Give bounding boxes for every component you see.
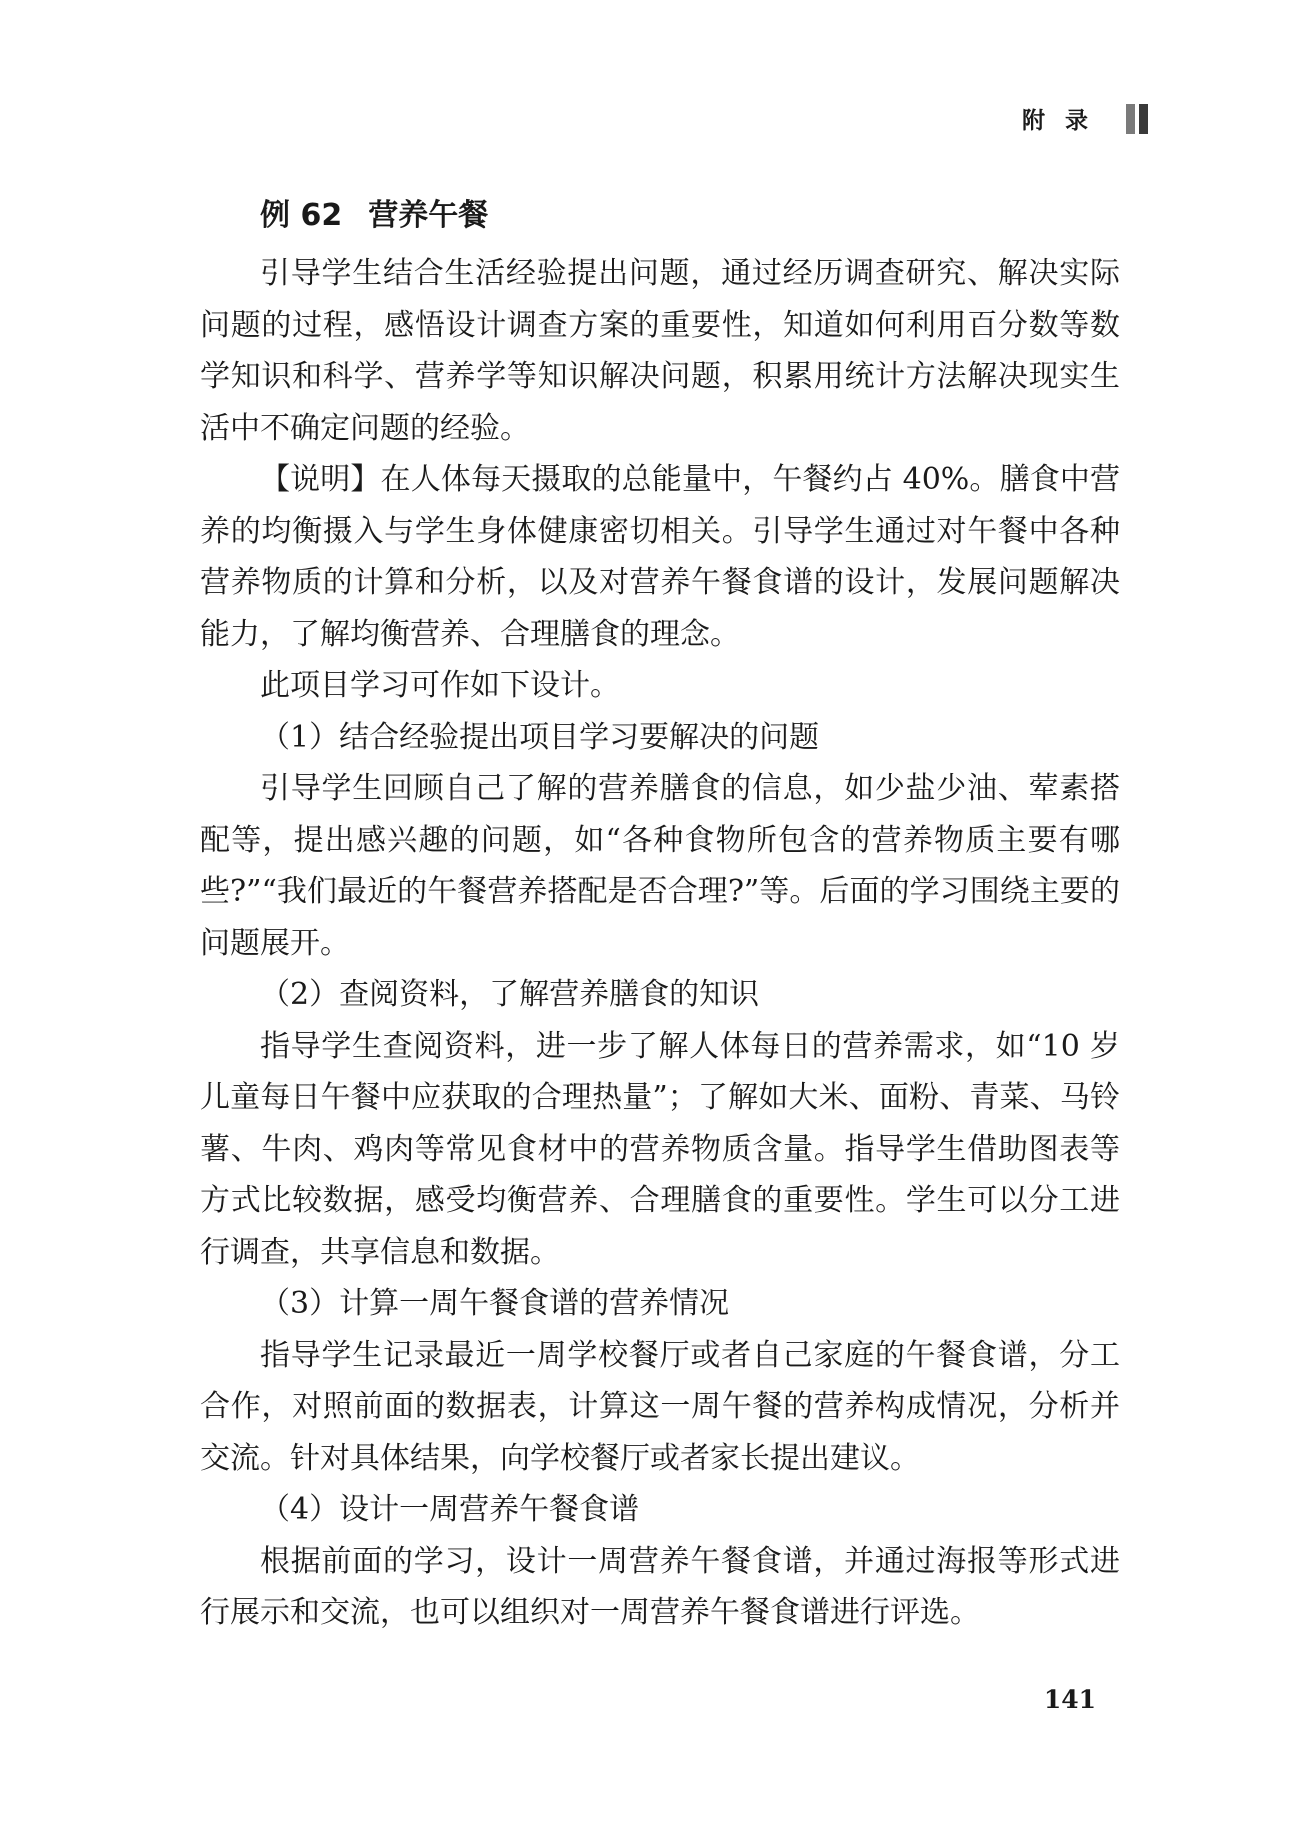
step-4-paragraph: 根据前面的学习，设计一周营养午餐食谱，并通过海报等形式进行展示和交流，也可以组织对一周营养午餐食谱进行评选。 bbox=[200, 1543, 1120, 1630]
example-title bbox=[260, 196, 1120, 236]
head-bar-light bbox=[1126, 104, 1135, 134]
page-number: 141 bbox=[1043, 1685, 1096, 1714]
head-bar-dark bbox=[1139, 104, 1148, 134]
running-head bbox=[1022, 102, 1148, 135]
example-number: 例 62 bbox=[260, 198, 343, 233]
intro-paragraph: 引导学生结合生活经验提出问题，通过经历调查研究、解决实际问题的过程，感悟设计调查方案的重要性，知道如何利用百分数等数学知识和科学、营养学等知识解决问题，积累用统计方法解决现实生活中不确定问题的经验。 bbox=[200, 256, 1120, 446]
step-1-paragraph: 引导学生回顾自己了解的营养膳食的信息，如少盐少油、荤素搭配等，提出感兴趣的问题，如“各种食物所包含的营养物质主要有哪些?”“我们最近的午餐营养搭配是否合理?”等。后面的学习围绕主要的问题展开。 bbox=[200, 771, 1120, 961]
step-3-heading: （3）计算一周午餐食谱的营养情况 bbox=[260, 1286, 730, 1321]
page-body bbox=[200, 196, 1120, 1639]
explanation-paragraph: 【说明】在人体每天摄取的总能量中，午餐约占 40%。膳食中营养的均衡摄入与学生身体健康密切相关。引导学生通过对午餐中各种营养物质的计算和分析，以及对营养午餐食谱的设计，发展问题解决能力，了解均衡营养、合理膳食的理念。 bbox=[200, 462, 1120, 652]
design-intro-paragraph: 此项目学习可作如下设计。 bbox=[260, 668, 620, 703]
step-3-paragraph: 指导学生记录最近一周学校餐厅或者自己家庭的午餐食谱，分工合作，对照前面的数据表，计算这一周午餐的营养构成情况，分析并交流。针对具体结果，向学校餐厅或者家长提出建议。 bbox=[200, 1337, 1120, 1476]
step-2-heading: （2）查阅资料，了解营养膳食的知识 bbox=[260, 977, 760, 1012]
step-1-heading: （1）结合经验提出项目学习要解决的问题 bbox=[260, 719, 820, 755]
step-4-heading: （4）设计一周营养午餐食谱 bbox=[260, 1492, 640, 1527]
example-title-text: 营养午餐 bbox=[368, 198, 489, 233]
step-2-paragraph: 指导学生查阅资料，进一步了解人体每日的营养需求，如“10 岁儿童每日午餐中应获取的合理热量”；了解如大米、面粉、青菜、马铃薯、牛肉、鸡肉等常见食材中的营养物质含量。指导学生借助图表等方式比较数据，感受均衡营养、合理膳食的重要性。学生可以分工进行调查，共享信息和数据。 bbox=[200, 1028, 1120, 1270]
running-head-text: 附录 bbox=[1022, 108, 1108, 134]
running-head-bars-decoration bbox=[1126, 104, 1148, 134]
